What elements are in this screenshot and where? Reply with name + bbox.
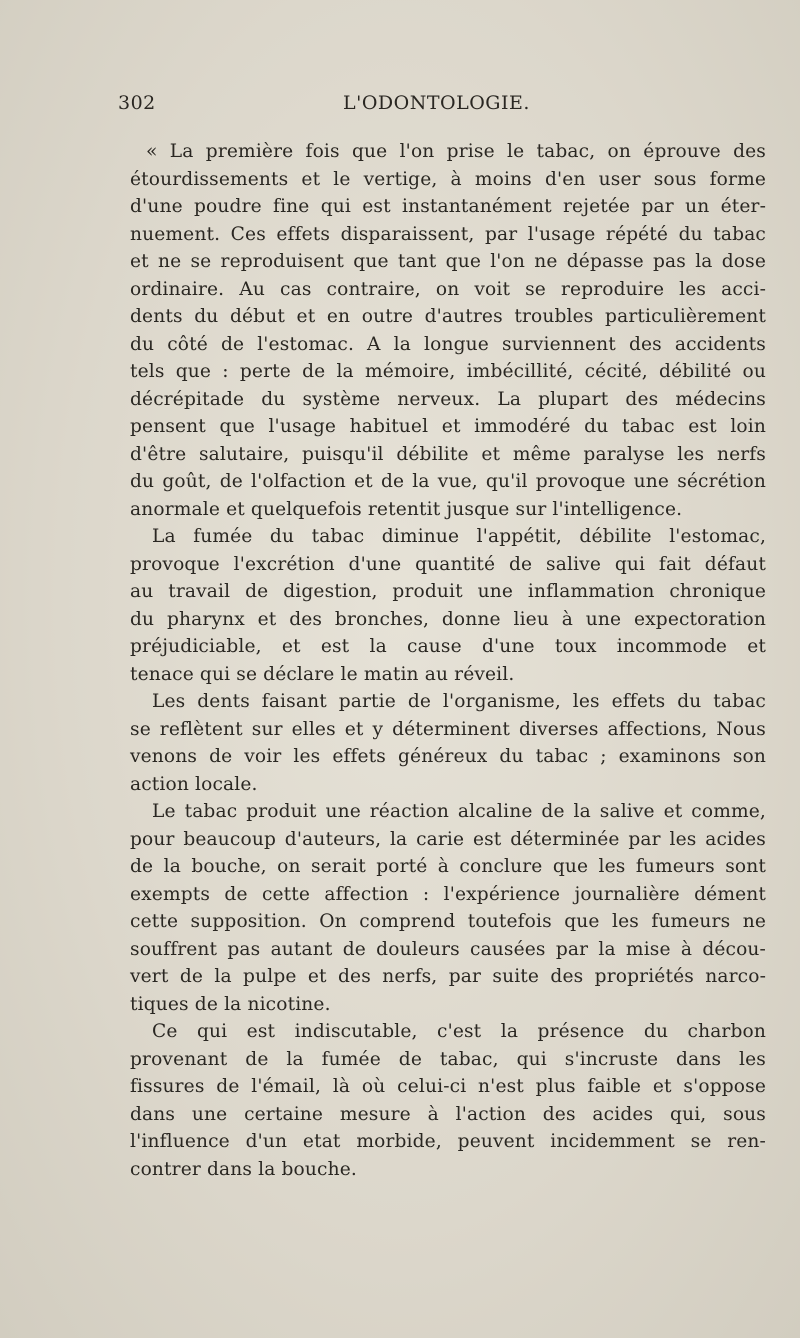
text-line: au travail de digestion, produit une inflammation chronique [130,581,766,602]
text-line: Les dents faisant partie de l'organisme, les effets du tabac [152,691,766,712]
text-line: du côté de l'estomac. A la longue surviennent des accidents [130,333,766,355]
text-line: d'être salutaire, puisqu'il débilite et même paralyse les nerfs [130,443,766,465]
text-line: tels que : perte de la mémoire, imbécillité, cécité, débilité ou [130,361,766,382]
text-line: venons de voir les effets généreux du tabac ; examinons son [130,746,766,767]
text-line: contrer dans la bouche. [130,1158,357,1180]
text-line: provoque l'excrétion d'une quantité de salive qui fait défaut [130,553,766,575]
text-line: tenace qui se déclare le matin au réveil. [130,663,515,685]
page-number: 302 [118,92,156,114]
text-line: Le tabac produit une réaction alcaline de la salive et comme, [152,801,766,822]
text-line: cette supposition. On comprend toutefois que les fumeurs ne [130,911,766,932]
text-line: étourdissements et le vertige, à moins d'en user sous forme [130,168,766,190]
text-line: tiques de la nicotine. [130,993,331,1015]
text-line: anormale et quelquefois retentit jusque sur l'intelligence. [130,498,683,520]
text-line: La fumée du tabac diminue l'appétit, débilite l'estomac, [152,526,766,547]
text-line: décrépitade du système nerveux. La plupart des médecins [130,388,766,410]
text-line: provenant de la fumée de tabac, qui s'incruste dans les [130,1048,766,1070]
text-line: pour beaucoup d'auteurs, la carie est déterminée par les acides [130,828,766,850]
page-header [118,92,728,122]
text-line: souffrent pas autant de douleurs causées par la mise à décou- [130,938,766,960]
text-line: ordinaire. Au cas contraire, on voit se reproduire les acci- [130,278,766,300]
text-line: fissures de l'émail, là où celui-ci n'est plus faible et s'oppose [130,1076,766,1097]
text-line: d'une poudre fine qui est instantanément rejetée par un éter- [130,196,766,217]
body-text [130,138,766,1183]
text-line: dans une certaine mesure à l'action des acides qui, sous [130,1103,766,1125]
text-line: préjudiciable, et est la cause d'une toux incommode et [130,636,766,657]
text-line: nuement. Ces effets disparaissent, par l'usage répété du tabac [130,223,766,245]
text-line: du goût, de l'olfaction et de la vue, qu'il provoque une sécrétion [130,471,766,492]
text-line: dents du début et en outre d'autres troubles particulièrement [130,306,766,327]
text-line: action locale. [130,773,258,795]
text-line: exempts de cette affection : l'expérience journalière dément [130,883,766,905]
text-line: vert de la pulpe et des nerfs, par suite des propriétés narco- [130,966,766,987]
text-line: « La première fois que l'on prise le tabac, on éprouve des [146,141,766,162]
text-line: l'influence d'un etat morbide, peuvent incidemment se ren- [130,1131,766,1152]
text-line: se reflètent sur elles et y déterminent diverses affections, Nous [130,718,766,740]
text-line: Ce qui est indiscutable, c'est la présence du charbon [152,1021,766,1042]
text-line: et ne se reproduisent que tant que l'on ne dépasse pas la dose [130,251,766,272]
text-line: de la bouche, on serait porté à conclure que les fumeurs sont [130,856,766,877]
text-line: du pharynx et des bronches, donne lieu à une expectoration [130,608,766,630]
text-line: pensent que l'usage habituel et immodéré du tabac est loin [130,416,766,437]
running-title: L'ODONTOLOGIE. [343,92,530,114]
